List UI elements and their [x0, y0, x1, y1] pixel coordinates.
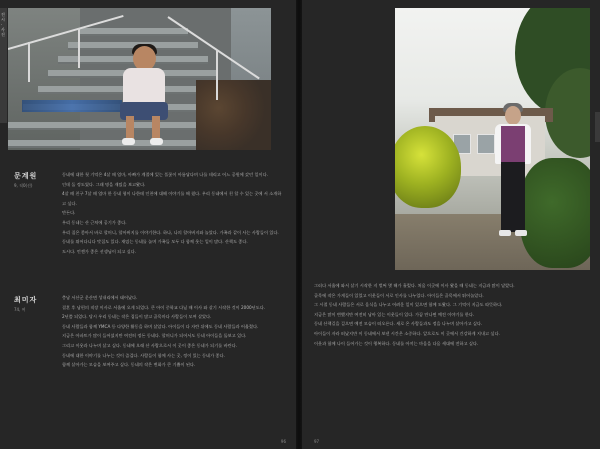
- paragraph: 2년쯤 되었다. 당시 우리 동네는 작은 집들이 많고 골목마다 사람들이 모여 살았다.: [62, 314, 212, 320]
- paragraph: 우리 동네는 산 근처에 공기가 좋다.: [62, 219, 127, 225]
- profile1-name: 문계원: [14, 172, 38, 180]
- paragraph: 아이들이 자라 떠났지만 이 동네에서 보낸 시간은 소중하다. 앞으로도 이 곳에서 건강하게 지내고 싶다.: [314, 330, 500, 336]
- page-number-right: 97: [314, 439, 320, 444]
- paragraph: 동네에 대한 이야기를 나누는 것이 즐겁다. 사람들이 함께 사는 곳, 정이 있는 동네가 좋다.: [62, 352, 225, 358]
- paragraph: 인데 둘 정도였다. 그래 명을 재밌을 보고왔다.: [62, 181, 146, 187]
- woman-in-garden-photo: [395, 8, 590, 270]
- profile1-subtitle: 9, 직0(선): [14, 183, 33, 188]
- paragraph: 그러다 서울에 와서 살기 시작한 지 벌써 몇 해가 흘렀다. 처음 이곳에 이사 왔을 때 동네는 지금과 많이 달랐다.: [314, 283, 515, 288]
- side-tab: [0, 8, 7, 123]
- paragraph: 그리고 이웃과 나누며 살고 싶다. 동네에 오래 산 사람으로서 이 곳이 좋은 동네가 되기를 바란다.: [62, 342, 238, 348]
- boy-on-stairs-photo: [8, 8, 271, 150]
- profile2-body: [62, 293, 284, 370]
- paragraph: 지금은 아파트가 많이 들어섰지만 여전히 정든 동네다. 할머니가 되어서도 동네 아이들을 돌보고 있다.: [62, 333, 247, 339]
- side-tab-text: 전시 · 사진: [1, 12, 5, 37]
- paragraph: 동네를 뛰어다니다 맛집도 있다. 재밌는 동네를 놀며 가족들 모두 다 함께 웃는 일이 많다. 산책도 좋다.: [62, 239, 248, 245]
- paragraph: 도시다. 언젠가 좋은 선생님이 되고 싶다.: [62, 248, 137, 254]
- right-page: [302, 0, 600, 449]
- paragraph: 이웃과 함께 나이 들어가는 것이 행복하다. 동네를 아끼는 마음을 다음 세대에 전하고 싶다.: [314, 340, 479, 346]
- paragraph: 함께 살아가는 모습을 보여주고 싶다. 동네의 작은 변화가 큰 기쁨이 된다.: [62, 362, 196, 368]
- paragraph: 4살 때 친구 7살 때 엄마 한 동네 형이 나한테 인천에 대해 이야기를 해 줬다. 우리 동네에서 친 할 수 있는 곳에 서 소개하고 싶다.: [62, 191, 282, 206]
- paragraph: 골목에 작은 가게들이 있었고 이웃들이 서로 인사를 나누었다. 아이들은 골목에서 뛰어놀았다.: [314, 292, 484, 298]
- paragraph: 만든다.: [62, 210, 76, 216]
- profile2-subtitle: 74, 여: [14, 307, 26, 312]
- paragraph: 결혼 후 남편의 직장 이사로 서울에 오게 되었다. 큰 아이 중학교 다닐 때 이사 와 살기 시작한 것이 2000년도다.: [62, 304, 266, 310]
- side-marker: [595, 112, 600, 142]
- paragraph: 동네 산책길을 걸으면 예전 모습이 떠오른다. 새로 온 사람들과도 정을 나누며 살아가고 싶다.: [314, 321, 483, 327]
- paragraph: 지금은 많이 변했지만 여전히 남아 있는 이웃들이 있다. 가끔 만나면 예전 이야기를 한다.: [314, 311, 475, 317]
- left-page: [0, 0, 296, 449]
- profile1-body: [62, 170, 284, 256]
- paragraph: 그 시절 동네 사람들은 서로 음식을 나누고 어려운 일이 있으면 함께 도왔다. 그 기억이 지금도 따뜻하다.: [314, 302, 503, 308]
- paragraph: 우리 집은 좋아서 바로 할머니, 할아버지를 이야기한다. 하나, 나의 할아버지와 놀았다. 가족과 같이 사는 사람들이 있다.: [62, 229, 279, 235]
- paragraph: 충남 서산군 운산면 성내리에서 태어났다.: [62, 295, 138, 300]
- profile2-name-block: [14, 295, 37, 313]
- right-body: [314, 281, 590, 348]
- profile1-name-block: [14, 171, 37, 189]
- page-number-left: 96: [280, 439, 286, 444]
- profile2-name: 최미자: [14, 296, 38, 304]
- paragraph: 동네 사람들과 함께 YMCA 등 다양한 활동을 하며 살았다. 아이들이 다 자란 뒤에도 동네 사람들과 어울렸다.: [62, 323, 259, 329]
- paragraph: 동네에 대한 첫 기억은 4살 때 엄마, 아빠가 계절에 있는 풀꽃이 아름답다며 나를 데리고 어느 공원에 갔던 일이다.: [62, 172, 268, 177]
